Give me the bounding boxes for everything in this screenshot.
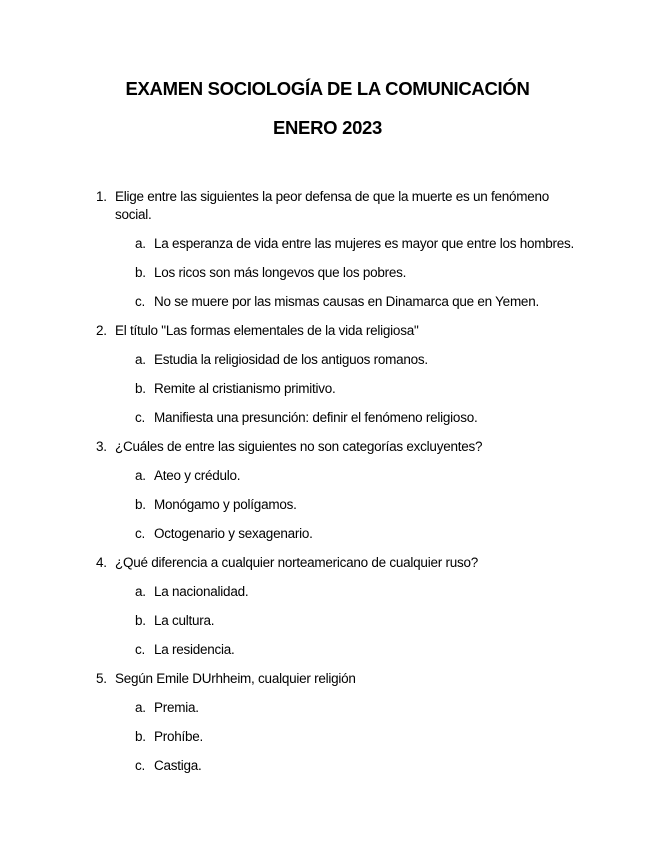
answer-option — [0, 496, 655, 514]
option-text: No se muere por las mismas causas en Dinamarca que en Yemen. — [154, 294, 539, 309]
option-letter: b. — [135, 265, 146, 280]
option-letter: c. — [135, 410, 146, 425]
option-text: Premia. — [154, 700, 199, 715]
question-list — [0, 188, 655, 786]
answer-option — [0, 728, 655, 746]
question-number: 5. — [96, 671, 107, 686]
option-text: La esperanza de vida entre las mujeres es mayor que entre los hombres. — [154, 236, 574, 251]
option-letter: c. — [135, 642, 146, 657]
question-text: El título "Las formas elementales de la vida religiosa" — [115, 323, 419, 338]
option-letter: c. — [135, 526, 146, 541]
option-letter: c. — [135, 294, 146, 309]
answer-option — [0, 612, 655, 630]
answer-option — [0, 757, 655, 775]
option-text: Manifiesta una presunción: definir el fenómeno religioso. — [154, 410, 478, 425]
question-text: Elige entre las siguientes la peor defensa de que la muerte es un fenómeno social. — [115, 189, 550, 222]
page-subtitle: ENERO 2023 — [272, 117, 383, 138]
option-letter: c. — [135, 758, 146, 773]
option-letter: a. — [135, 236, 146, 251]
question-item — [0, 554, 655, 659]
answer-option — [0, 351, 655, 369]
option-letter: a. — [135, 352, 146, 367]
answer-option — [0, 699, 655, 717]
option-letter: a. — [135, 468, 146, 483]
question-text: ¿Cuáles de entre las siguientes no son categorías excluyentes? — [115, 439, 483, 454]
question-item — [0, 188, 655, 311]
question-item — [0, 670, 655, 775]
option-letter: b. — [135, 613, 146, 628]
answer-option — [0, 467, 655, 485]
answer-option — [0, 641, 655, 659]
option-list — [0, 351, 655, 427]
option-list — [0, 467, 655, 543]
option-text: Monógamo y polígamos. — [154, 497, 297, 512]
answer-option — [0, 264, 655, 282]
option-list — [0, 699, 655, 775]
question-number: 1. — [96, 189, 107, 204]
option-text: Prohíbe. — [154, 729, 204, 744]
question-text: ¿Qué diferencia a cualquier norteamericano de cualquier ruso? — [115, 555, 478, 570]
option-text: Los ricos son más longevos que los pobres. — [154, 265, 407, 280]
option-text: Remite al cristianismo primitivo. — [154, 381, 336, 396]
option-letter: b. — [135, 497, 146, 512]
question-item — [0, 322, 655, 427]
option-text: Ateo y crédulo. — [154, 468, 241, 483]
question-number: 4. — [96, 555, 107, 570]
page-title: EXAMEN SOCIOLOGÍA DE LA COMUNICACIÓN — [125, 78, 530, 99]
option-letter: a. — [135, 700, 146, 715]
option-letter: b. — [135, 381, 146, 396]
option-list — [0, 235, 655, 311]
option-text: La cultura. — [154, 613, 215, 628]
option-text: Estudia la religiosidad de los antiguos romanos. — [154, 352, 428, 367]
option-text: Castiga. — [154, 758, 202, 773]
answer-option — [0, 235, 655, 253]
option-letter: b. — [135, 729, 146, 744]
question-number: 3. — [96, 439, 107, 454]
question-item — [0, 438, 655, 543]
answer-option — [0, 525, 655, 543]
answer-option — [0, 380, 655, 398]
option-list — [0, 583, 655, 659]
option-text: Octogenario y sexagenario. — [154, 526, 313, 541]
option-text: La residencia. — [154, 642, 235, 657]
answer-option — [0, 409, 655, 427]
answer-option — [0, 583, 655, 601]
question-text: Según Emile DUrhheim, cualquier religión — [115, 671, 356, 686]
option-text: La nacionalidad. — [154, 584, 249, 599]
answer-option — [0, 293, 655, 311]
option-letter: a. — [135, 584, 146, 599]
question-number: 2. — [96, 323, 107, 338]
